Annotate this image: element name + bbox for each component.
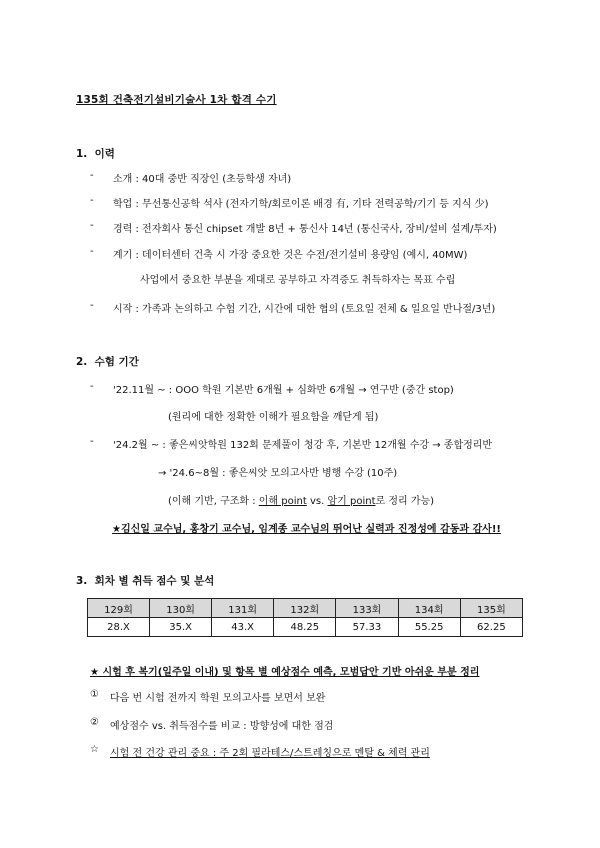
- note-vs: vs.: [306, 496, 328, 507]
- profile-intro: 소개 : 40대 중반 직장인 (초등학생 자녀): [113, 174, 292, 185]
- point-mark: ☆: [90, 744, 99, 755]
- thanks-note: ★김신일 교수님, 홍창기 교수님, 임계종 교수님의 뛰어난 실력과 진정성에 감동과 감사!!: [112, 524, 501, 535]
- memorization-point: 암기 point: [327, 496, 376, 507]
- study-period-1: '22.11월 ~ : OOO 학원 기본반 6개월 + 심화반 6개월 → 연구반 (중간 stop): [113, 385, 454, 396]
- section-2-heading: [76, 354, 139, 369]
- point-text: 다음 번 시험 전까지 학원 모의고사를 보면서 보완: [110, 693, 326, 704]
- round-header: 129회: [88, 599, 150, 618]
- point-text: 예상점수 vs. 취득점수를 비교 : 방향성에 대한 점검: [110, 721, 334, 732]
- note-prefix: (이해 기반, 구조화 :: [168, 496, 259, 507]
- round-header: 135회: [460, 599, 522, 618]
- profile-motivation-continued: 사업에서 중요한 부분을 제대로 공부하고 자격증도 취득하자는 목표 수립: [140, 275, 456, 286]
- point-mark: ①: [90, 689, 99, 700]
- bullet-dash: -: [90, 220, 94, 231]
- score-table-row: [88, 618, 523, 637]
- section-number: 3.: [76, 575, 88, 587]
- round-header: 134회: [398, 599, 460, 618]
- bullet-dash: -: [90, 381, 94, 392]
- point-mark: ②: [90, 717, 99, 728]
- section-number: 1.: [76, 148, 88, 160]
- study-method-note: [168, 492, 434, 507]
- score-cell: 62.25: [460, 618, 522, 637]
- score-cell: 28.X: [88, 618, 150, 637]
- score-cell: 57.33: [336, 618, 398, 637]
- round-header: 130회: [150, 599, 212, 618]
- bullet-dash: -: [90, 300, 94, 311]
- study-period-2: '24.2월 ~ : 좋은씨앗학원 132회 문제풀이 청강 후, 기본반 12개월 수강 → 종합정리반: [113, 440, 493, 451]
- score-table-header-row: [88, 599, 523, 618]
- bullet-dash: -: [90, 436, 94, 447]
- section-1-heading: [76, 146, 115, 161]
- score-cell: 43.X: [212, 618, 274, 637]
- bullet-dash: -: [90, 246, 94, 257]
- profile-start: 시작 : 가족과 논의하고 수험 기간, 시간에 대한 협의 (토요일 전체 & 일요일 반나절/3년): [113, 304, 496, 315]
- profile-education: 학업 : 무선통신공학 석사 (전자기학/회로이론 배경 有, 기타 전력공학/기기 등 지식 少): [113, 199, 489, 210]
- section-title: 이력: [94, 148, 115, 160]
- bullet-dash: -: [90, 195, 94, 206]
- round-header: 132회: [274, 599, 336, 618]
- score-cell: 55.25: [398, 618, 460, 637]
- document-title: 135회 건축전기설비기술사 1차 합격 수기: [76, 94, 277, 106]
- section-title: 수험 기간: [94, 356, 139, 368]
- study-period-2-mock: → '24.6~8월 : 좋은씨앗 모의고사반 병행 수강 (10주): [158, 468, 398, 479]
- point-text: 시험 전 건강 관리 중요 : 주 2회 필라테스/스트레칭으로 멘탈 & 체력 관리: [110, 748, 430, 759]
- note-suffix: 로 정리 가능): [375, 496, 435, 507]
- score-table: [87, 598, 523, 637]
- score-cell: 35.X: [150, 618, 212, 637]
- study-period-1-note: (원리에 대한 정확한 이해가 필요함을 깨닫게 됨): [168, 412, 379, 423]
- profile-motivation: 계기 : 데이터센터 건축 시 가장 중요한 것은 수전/전기설비 용량임 (예시, 40MW): [113, 250, 468, 261]
- score-cell: 48.25: [274, 618, 336, 637]
- round-header: 133회: [336, 599, 398, 618]
- profile-career: 경력 : 전자회사 통신 chipset 개발 8년 + 통신사 14년 (통신국사, 장비/설비 설계/투자): [113, 224, 497, 235]
- review-strategy-note: ★ 시험 후 복기(일주일 이내) 및 항목 별 예상점수 예측, 모범답안 기반 아쉬운 부분 정리: [90, 667, 480, 678]
- section-title: 회차 별 취득 점수 및 분석: [94, 575, 215, 587]
- understanding-point: 이해 point: [258, 496, 307, 507]
- round-header: 131회: [212, 599, 274, 618]
- bullet-dash: -: [90, 170, 94, 181]
- section-number: 2.: [76, 356, 88, 368]
- section-3-heading: [76, 573, 214, 588]
